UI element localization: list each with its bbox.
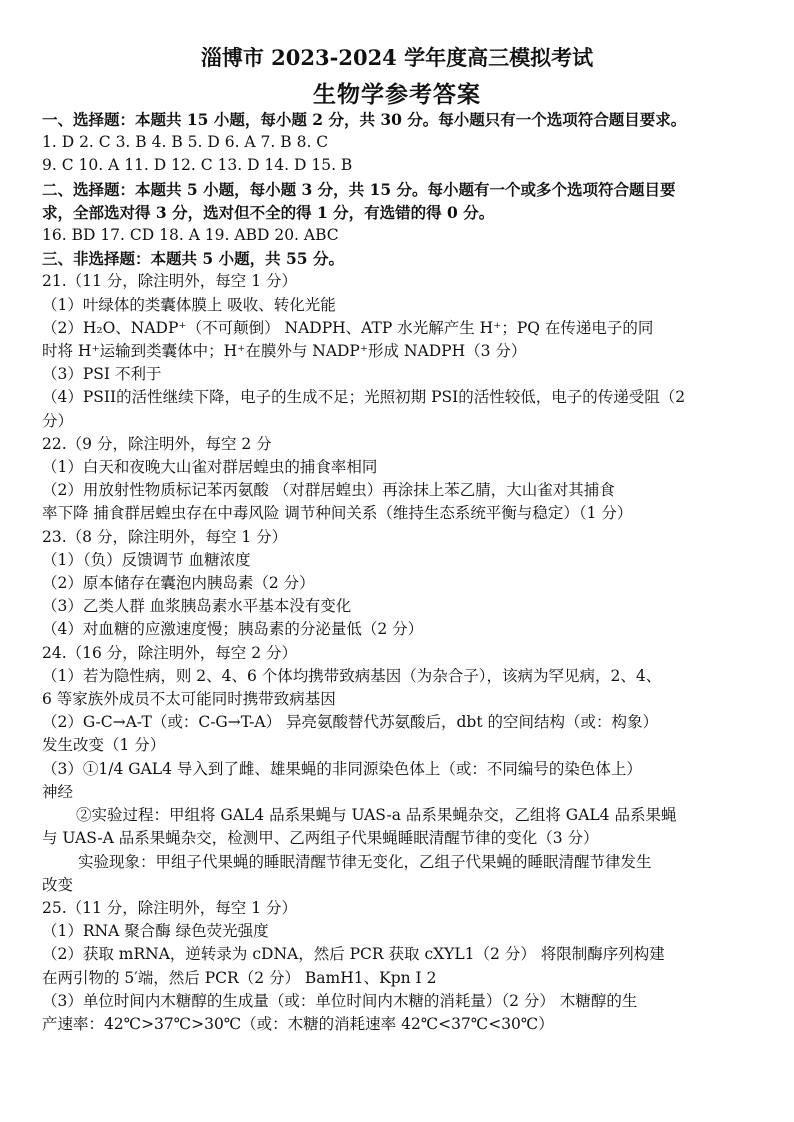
answer-line: （1）白天和夜晚大山雀对群居蝗虫的捕食率相同 [42,458,378,477]
answer-line: 产速率：42℃>37℃>30℃（或：木糖的消耗速率 42℃<37℃<30℃） [42,1014,554,1033]
answer-line: （2）G-C→A-T（或：C-G→T-A） 异亮氨酸替代苏氨酸后，dbt 的空间结构（或：构象） [42,713,658,732]
answer-line: 1. D 2. C 3. B 4. B 5. D 6. A 7. B 8. C [42,133,329,152]
answer-line: （2）H₂O、NADP⁺（不可颠倒） NADPH、ATP 水光解产生 H⁺；PQ 在传递电子的同 [42,318,654,337]
answer-line: 与 UAS-A 品系果蝇杂交，检测甲、乙两组子代果蝇睡眠清醒节律的变化（3 分） [42,829,599,848]
answer-line: （4）对血糖的应激速度慢；胰岛素的分泌量低（2 分） [42,620,424,639]
answer-content [42,108,754,1036]
answer-line: 16. BD 17. CD 18. A 19. ABD 20. ABC [42,226,339,245]
answer-key-title: 生物学参考答案 [313,81,481,108]
answer-line: （3）乙类人群 血浆胰岛素水平基本没有变化 [42,597,352,616]
answer-line: 在两引物的 5′端，然后 PCR（2 分） BamH1、Kpn I 2 [42,968,437,987]
answer-line: （1）若为隐性病，则 2、4、6 个体均携带致病基因（为杂合子），该病为罕见病，2、4、 [42,666,662,685]
answer-line: 6 等家族外成员不太可能同时携带致病基因 [42,690,336,709]
answer-line: 23.（8 分，除注明外，每空 1 分） [42,527,288,546]
answer-line: 实验现象：甲组子代果蝇的睡眠清醒节律无变化，乙组子代果蝇的睡眠清醒节律发生 [78,852,652,871]
answer-line: （4）PSII的活性继续下降，电子的生成不足；光照初期 PSI的活性较低，电子的传递受阻（2 [42,388,686,407]
answer-line: 改变 [42,875,74,894]
answer-line: （2）获取 mRNA，逆转录为 cDNA，然后 PCR 获取 cXYL1（2 分） 将限制酶序列构建 [42,945,665,964]
answer-line: 25.（11 分，除注明外，每空 1 分） [42,898,298,917]
answer-line: ②实验过程：甲组将 GAL4 品系果蝇与 UAS-a 品系果蝇杂交，乙组将 GAL4 品系果蝇 [76,806,677,825]
answer-line: 发生改变（1 分） [42,736,166,755]
exam-title: 淄博市 2023-2024 学年度高三模拟考试 [200,45,594,70]
answer-line: 求，全部选对得 3 分，选对但不全的得 1 分，有选错的得 0 分。 [42,202,495,222]
answer-line: 时将 H⁺运输到类囊体中；H⁺在膜外与 NADP⁺形成 NADPH（3 分） [42,342,527,361]
answer-line: 9. C 10. A 11. D 12. C 13. D 14. D 15. B [42,156,353,175]
answer-line: （2）用放射性物质标记苯丙氨酸 （对群居蝗虫）再涂抹上苯乙腈，大山雀对其捕食 [42,481,615,500]
answer-line: 三、非选择题：本题共 5 小题，共 55 分。 [42,249,344,269]
answer-line: 二、选择题：本题共 5 小题，每小题 3 分，共 15 分。每小题有一个或多个选项符合题目要 [42,179,676,199]
answer-line: 一、选择题：本题共 15 小题，每小题 2 分，共 30 分。每小题只有一个选项符合题目要求。 [42,110,687,129]
answer-line: 24.（16 分，除注明外，每空 2 分） [42,643,298,662]
answer-line: （1）RNA 聚合酶 绿色荧光强度 [42,922,269,941]
answer-line: （3）PSI 不利于 [42,365,162,384]
answer-line: 22.（9 分，除注明外，每空 2 分 [42,434,272,453]
answer-line: 分） [42,411,74,430]
answer-line: 神经 [42,782,74,801]
answer-line: 21.（11 分，除注明外，每空 1 分） [42,272,298,291]
answer-line: （1）（负）反馈调节 血糖浓度 [42,550,251,569]
answer-line: （3）①1/4 GAL4 导入到了雌、雄果蝇的非同源染色体上（或：不同编号的染色体上） [42,759,642,778]
answer-line: 率下降 捕食群居蝗虫存在中毒风险 调节种间关系（维持生态系统平衡与稳定）（1 分） [42,504,633,523]
answer-line: （2）原本储存在囊泡内胰岛素（2 分） [42,574,315,593]
answer-line: （1）叶绿体的类囊体膜上 吸收、转化光能 [42,295,336,314]
answer-line: （3）单位时间内木糖醇的生成量（或：单位时间内木糖的消耗量）（2 分） 木糖醇的生 [42,991,638,1010]
